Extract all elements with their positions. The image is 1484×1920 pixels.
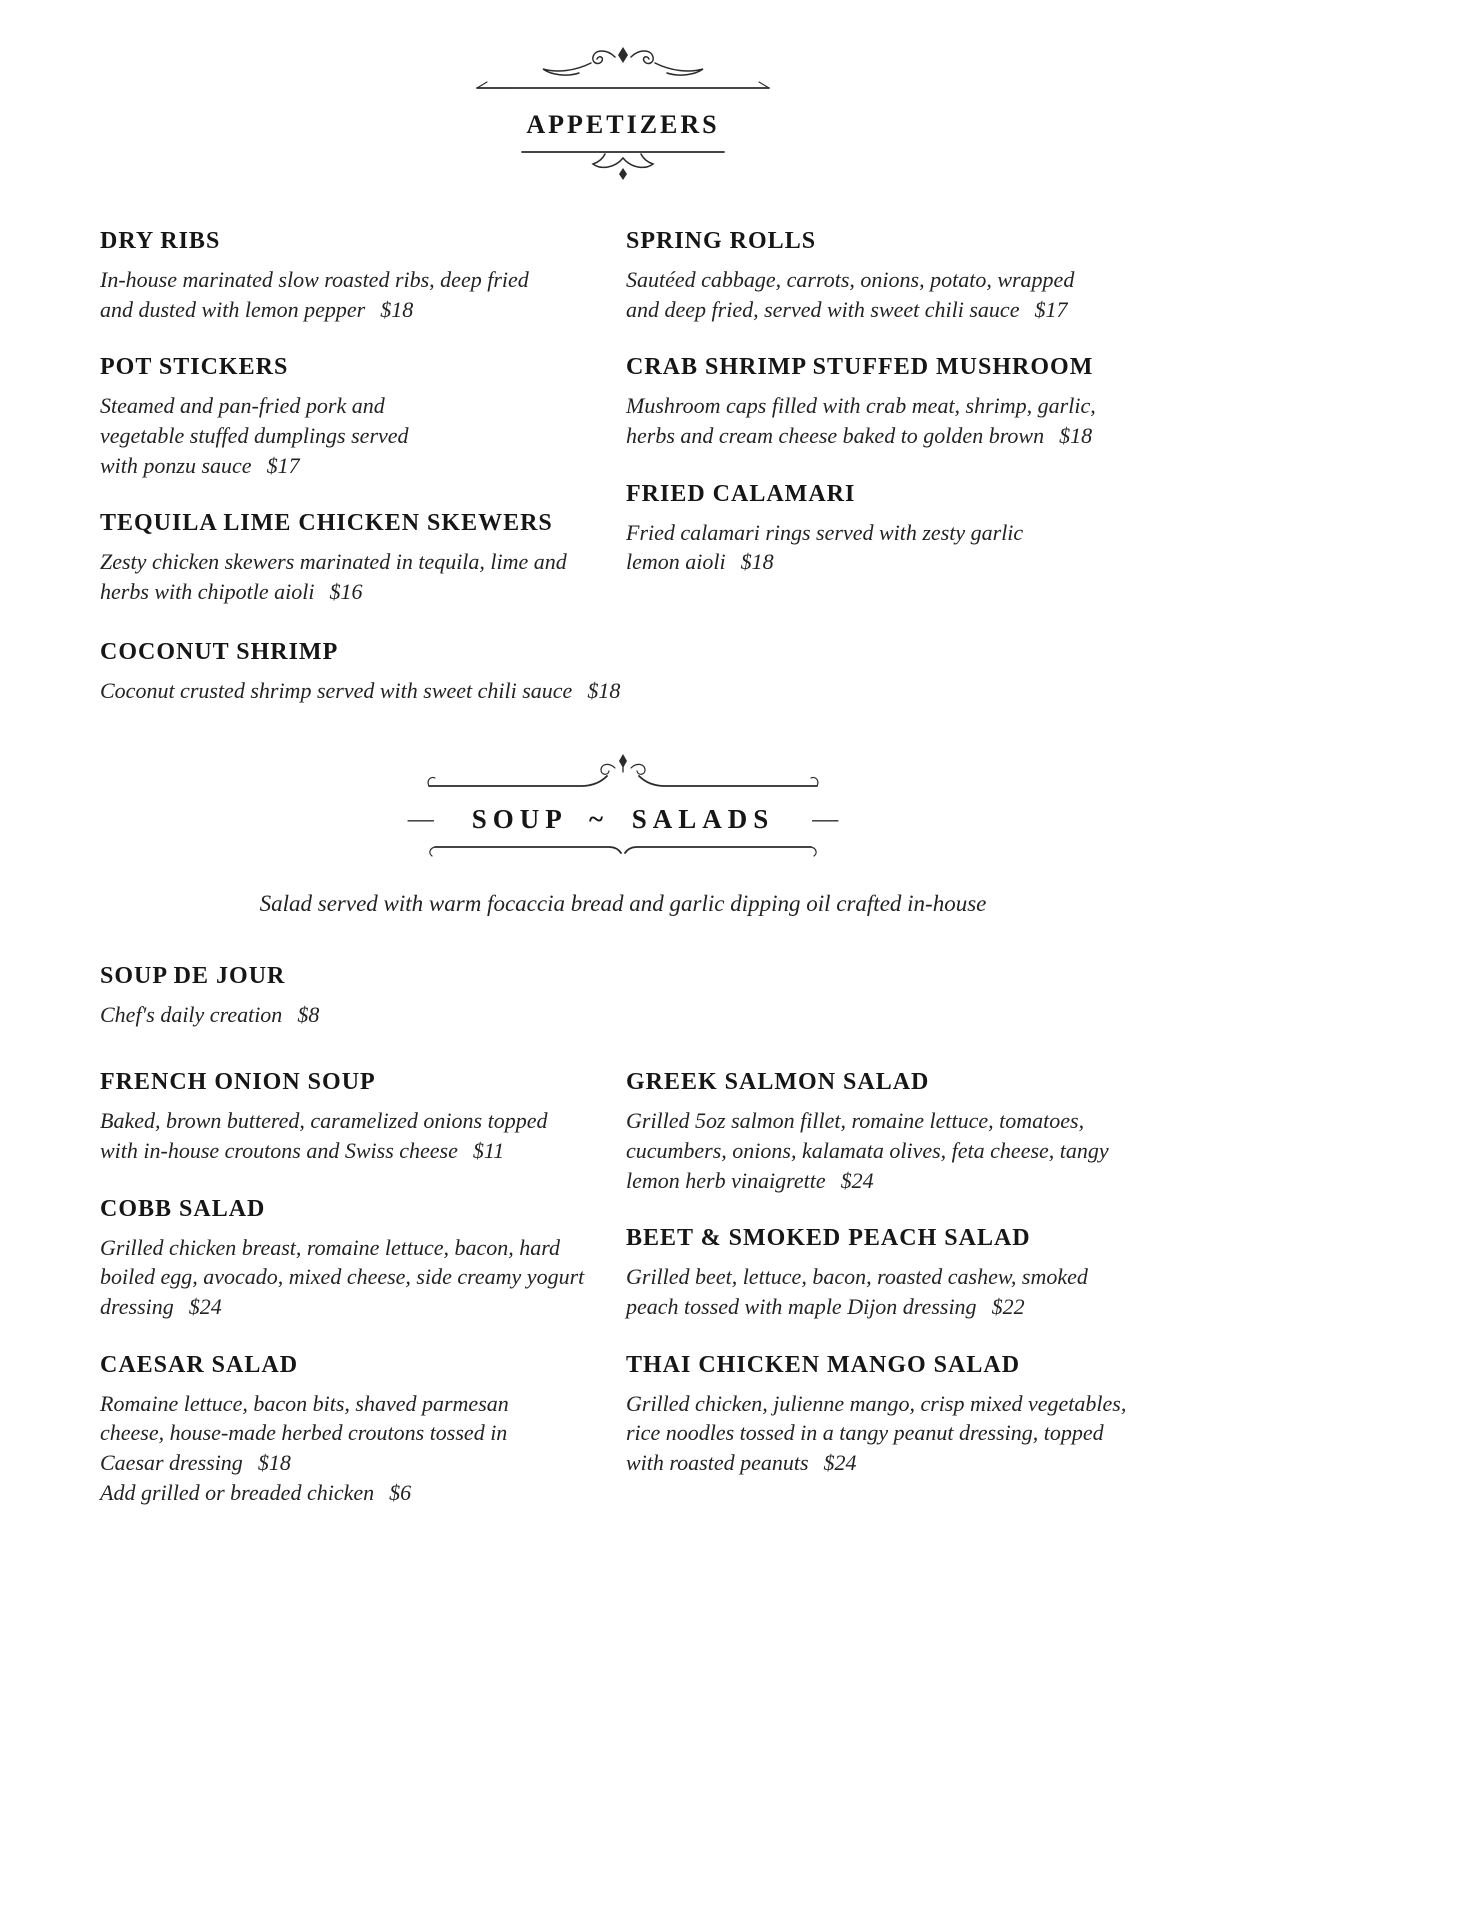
- item-name: FRIED CALAMARI: [626, 480, 856, 507]
- item-desc-text: Sautéed cabbage, carrots, onions, potato, wrapped and deep fried, served with sweet chili sauce: [626, 267, 1075, 322]
- item-desc-text: Grilled chicken, julienne mango, crisp mixed vegetables, rice noodles tossed in a tangy peanut dressing, topped with roasted peanuts: [626, 1390, 1127, 1475]
- item-description: [100, 265, 560, 324]
- soup-salads-subtitle: Salad served with warm focaccia bread and garlic dipping oil crafted in-house: [259, 890, 987, 916]
- item-description: [100, 1106, 570, 1165]
- soup-salads-title: SOUP ~ SALADS: [471, 803, 775, 834]
- item-description: [626, 1262, 1096, 1321]
- item-name: FRENCH ONION SOUP: [100, 1069, 376, 1096]
- menu-item-greek-salmon-salad: [626, 1069, 1146, 1195]
- item-description: [100, 391, 445, 480]
- item-addon: [100, 1478, 520, 1508]
- salads-right-column: [626, 1069, 1146, 1537]
- item-price: $11: [472, 1137, 505, 1163]
- bracket-flourish-top-icon: [423, 752, 823, 798]
- item-addon-price: $6: [389, 1479, 412, 1505]
- item-description: [100, 547, 605, 606]
- menu-item-coconut-shrimp: [100, 639, 1146, 706]
- item-name: DRY RIBS: [100, 228, 221, 254]
- salads-grid: [100, 1069, 1146, 1537]
- item-desc-text: Zesty chicken skewers marinated in tequila, lime and herbs with chipotle aioli: [100, 549, 567, 605]
- item-description: [626, 1389, 1146, 1478]
- item-desc-text: Mushroom caps filled with crab meat, shrimp, garlic, herbs and cream cheese baked to golden brown: [626, 393, 1096, 449]
- menu-item-tequila-lime-chicken-skewers: [100, 510, 620, 606]
- right-dash: —: [812, 804, 839, 833]
- left-dash: —: [407, 804, 434, 833]
- salads-left-column: [100, 1069, 620, 1537]
- menu-item-dry-ribs: [100, 228, 620, 324]
- item-description: [626, 265, 1091, 324]
- appetizers-left-column: [100, 228, 620, 637]
- menu-item-soup-de-jour: [100, 963, 1146, 1030]
- item-description: [626, 1106, 1126, 1195]
- item-name: POT STICKERS: [100, 354, 289, 381]
- item-desc-text: In-house marinated slow roasted ribs, deep fried and dusted with lemon pepper: [100, 267, 529, 322]
- item-name: TEQUILA LIME CHICKEN SKEWERS: [100, 510, 553, 537]
- item-desc-text: Fried calamari rings served with zesty garlic lemon aioli: [626, 519, 1024, 575]
- item-description: [100, 676, 1146, 706]
- bracket-flourish-bottom-icon: [423, 841, 823, 863]
- item-desc-text: Grilled 5oz salmon fillet, romaine lettuce, tomatoes, cucumbers, onions, kalamata olives, feta cheese, tangy lemon herb vinaigrette: [626, 1108, 1109, 1193]
- appetizers-grid: [100, 228, 1146, 637]
- item-name: BEET & SMOKED PEACH SALAD: [626, 1225, 1031, 1252]
- item-description: [100, 1233, 615, 1322]
- item-price: $17: [1034, 296, 1068, 322]
- menu-item-crab-shrimp-stuffed-mushroom: [626, 354, 1146, 450]
- menu-item-cobb-salad: [100, 1196, 620, 1322]
- item-desc-text: Chef's daily creation: [100, 1001, 283, 1027]
- menu-item-french-onion-soup: [100, 1069, 620, 1165]
- menu-item-caesar-salad: [100, 1352, 620, 1508]
- item-description: [626, 518, 1081, 577]
- item-desc-text: Romaine lettuce, bacon bits, shaved parmesan cheese, house-made herbed croutons tossed in Caesar dressing: [100, 1390, 509, 1475]
- item-desc-text: Grilled beet, lettuce, bacon, roasted cashew, smoked peach tossed with maple Dijon dressing: [626, 1264, 1088, 1319]
- item-name: THAI CHICKEN MANGO SALAD: [626, 1351, 1021, 1378]
- item-description: [100, 1000, 1146, 1030]
- item-price: $8: [297, 1001, 320, 1027]
- item-price: $18: [740, 549, 774, 575]
- appetizers-right-column: [626, 228, 1146, 637]
- menu-item-thai-chicken-mango-salad: [626, 1352, 1146, 1478]
- item-desc-text: Grilled chicken breast, romaine lettuce, bacon, hard boiled egg, avocado, mixed cheese, side creamy yogurt dressing: [100, 1234, 585, 1319]
- item-price: $22: [991, 1293, 1025, 1319]
- item-desc-text: Coconut crusted shrimp served with sweet chili sauce: [100, 677, 573, 703]
- item-addon-text: Add grilled or breaded chicken: [100, 1479, 375, 1505]
- soup-salads-title-row: [100, 804, 1146, 835]
- item-name: SOUP DE JOUR: [100, 962, 286, 989]
- item-name: GREEK SALMON SALAD: [626, 1069, 930, 1096]
- item-name: CRAB SHRIMP STUFFED MUSHROOM: [626, 354, 1094, 381]
- item-price: $17: [266, 452, 300, 478]
- item-price: $16: [329, 579, 363, 605]
- menu-item-beet-smoked-peach-salad: [626, 1225, 1146, 1321]
- appetizers-header: [100, 44, 1146, 186]
- item-price: $24: [840, 1167, 874, 1193]
- item-price: $18: [380, 296, 414, 322]
- item-name: COBB SALAD: [100, 1195, 266, 1222]
- menu-item-spring-rolls: [626, 228, 1146, 324]
- item-name: CAESAR SALAD: [100, 1351, 299, 1378]
- item-description: [626, 391, 1106, 450]
- item-name: COCONUT SHRIMP: [100, 638, 339, 665]
- item-desc-text: Baked, brown buttered, caramelized onions topped with in-house croutons and Swiss cheese: [100, 1108, 548, 1163]
- menu-content: [100, 44, 1146, 1537]
- item-desc-text: Steamed and pan-fried pork and vegetable stuffed dumplings served with ponzu sauce: [100, 393, 409, 478]
- menu-item-pot-stickers: [100, 354, 620, 480]
- item-price: $18: [587, 677, 621, 703]
- soup-salads-header: [100, 752, 1146, 917]
- scroll-underline-icon: [518, 146, 728, 186]
- scroll-flourish-icon: [473, 44, 773, 100]
- appetizers-title: APPETIZERS: [526, 110, 720, 139]
- item-price: $24: [188, 1293, 222, 1319]
- item-name: SPRING ROLLS: [626, 228, 817, 254]
- item-description: [100, 1389, 520, 1478]
- item-price: $18: [1059, 423, 1093, 449]
- menu-item-fried-calamari: [626, 481, 1146, 577]
- item-price: $24: [823, 1450, 857, 1475]
- item-price: $18: [257, 1450, 291, 1475]
